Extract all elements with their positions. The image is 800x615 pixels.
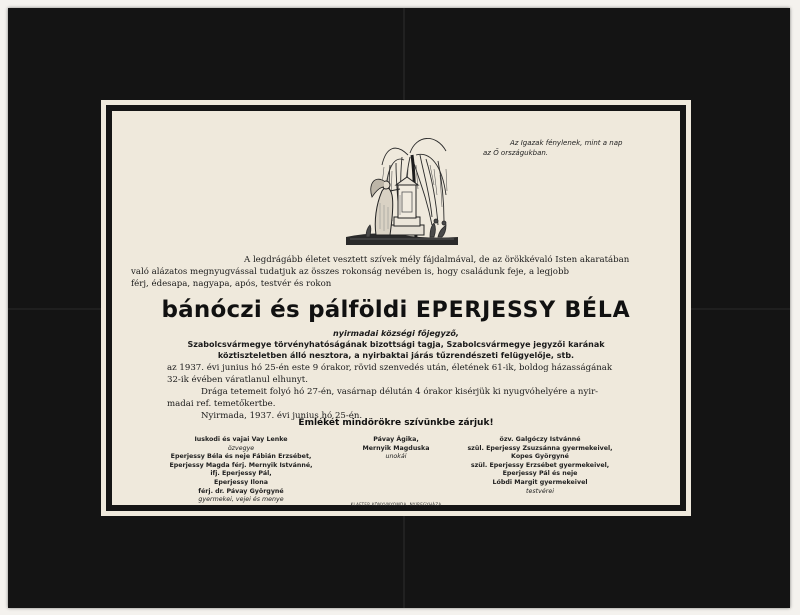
mourner-line: gyermekei, vejei és menye bbox=[198, 496, 284, 504]
mourners-column-widow-children bbox=[156, 436, 326, 505]
mourner-line: özvegye bbox=[227, 444, 255, 452]
mourner-line: Eperjessy Ilona bbox=[214, 478, 268, 486]
title-line-1: nyirmadai községi főjegyző, bbox=[333, 329, 459, 338]
bible-quote-line-2: az Ő országukban. bbox=[483, 149, 549, 157]
title-line-3: köztiszteletben álló nesztora, a nyirbaktai járás tűzrendészeti felügyelője, stb. bbox=[217, 351, 575, 360]
mourner-line: szül. Eperjessy Erzsébet gyermekeivel, bbox=[470, 461, 610, 469]
announcement-paragraph bbox=[131, 254, 661, 290]
mourner-line: Lóbdi Margit gyermekeivel bbox=[492, 478, 588, 486]
grave-willow-engraving bbox=[346, 125, 458, 245]
mourner-line: Eperjessy Magda férj. Mernyik Istvánné, bbox=[169, 461, 313, 469]
place-date-line: Nyirmada, 1937. évi junius hó 25-én. bbox=[201, 411, 363, 421]
mourner-line: Eperjessy Béla és neje Fábián Erzsébet, bbox=[170, 453, 312, 461]
funeral-line-1: Drága tetemeit folyó hó 27-én, vasárnap délután 4 órakor kisérjük ki nyugvóhelyére a nyir- bbox=[201, 387, 599, 397]
mourner-line: szül. Eperjessy Zsuzsánna gyermekeivel, bbox=[467, 444, 613, 452]
title-line-2: Szabolcsvármegye törvényhatóságának bizottsági tagja, Szabolcsvármegye jegyzői karának bbox=[187, 340, 605, 349]
bible-quote bbox=[479, 138, 669, 158]
mourner-line: özv. Galgóczy Istvánné bbox=[499, 436, 581, 443]
mourner-line: Eperjessy Pál és neje bbox=[502, 470, 578, 478]
funeral-line-2: madai ref. temetőkertbe. bbox=[167, 399, 276, 409]
mourner-line: unokái bbox=[385, 453, 407, 461]
mourners-column-siblings bbox=[445, 436, 635, 496]
printer-credit: KLAFTER KÖNYVNYOMDA, NYIREGYHÁZA bbox=[350, 502, 442, 507]
mourner-line: Mernyik Magduska bbox=[362, 444, 430, 452]
memorial-motto: Emlékét mindörökre szívünkbe zárjuk! bbox=[298, 418, 494, 428]
deceased-titles bbox=[121, 328, 671, 361]
announcement-line-1: A legdrágább életet vesztett szívek mély fájdalmával, de az örökkévaló Isten akaratában bbox=[244, 255, 630, 265]
mourner-line: Pávay Ágika, bbox=[373, 436, 419, 443]
mourner-line: férj. dr. Pávay Györgyné bbox=[198, 487, 284, 495]
mourner-line: Iuskodi és vajai Vay Lenke bbox=[194, 436, 288, 443]
announcement-line-2: való alázatos megnyugvással tudatjuk az összes rokonság nevében is, hogy családunk feje, a legjobb bbox=[131, 267, 569, 277]
deceased-surname: EPERJESSY BÉLA bbox=[415, 298, 631, 323]
bible-quote-line-1: Az Igazak fénylenek, mint a nap bbox=[510, 139, 623, 147]
mourner-line: testvérei bbox=[526, 487, 554, 495]
death-line-2: 32-ik évében váratlanul elhunyt. bbox=[167, 375, 308, 385]
obituary-card bbox=[101, 100, 691, 516]
deceased-name-prefix: bánóczi és pálföldi bbox=[161, 297, 408, 323]
announcement-line-3: férj, édesapa, nagyapa, após, testvér és rokon bbox=[131, 279, 332, 289]
mourner-line: Kopes Györgyné bbox=[511, 453, 569, 461]
deceased-name bbox=[101, 297, 691, 323]
death-line-1: az 1937. évi junius hó 25-én este 9 órakor, rövid szenvedés után, életének 61-ik, boldog házasságának bbox=[167, 363, 613, 373]
mourner-line: ifj. Eperjessy Pál, bbox=[210, 470, 272, 478]
death-funeral-paragraph bbox=[167, 362, 657, 422]
